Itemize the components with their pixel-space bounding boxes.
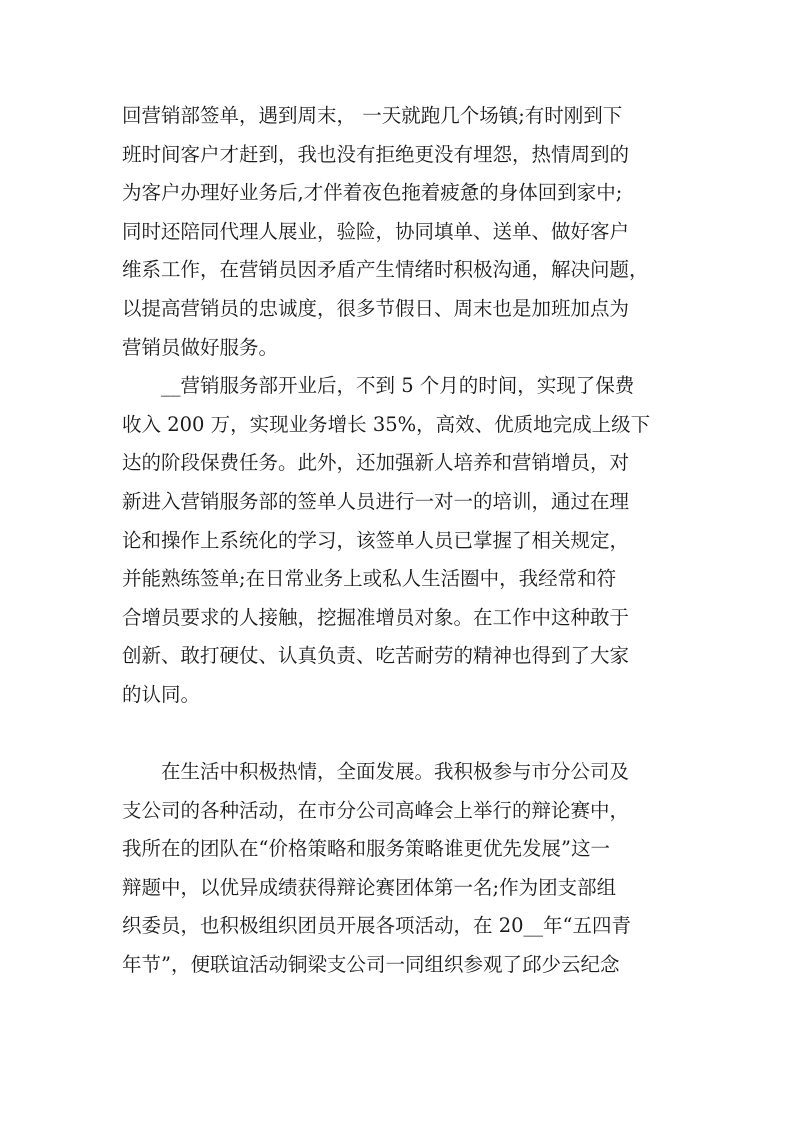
text-line: 收入 200 万，实现业务增长 35%，高效、优质地完成上级下 xyxy=(122,412,651,436)
text-line: 创新、敢打硬仗、认真负责、吃苦耐劳的精神也得到了大家 xyxy=(122,644,630,668)
text-line: 论和操作上系统化的学习，该签单人员已掌握了相关规定， xyxy=(122,528,630,552)
text-line: 年节”，便联谊活动铜梁支公司一同组织参观了邱少云纪念 xyxy=(122,953,620,977)
text-line: 新进入营销服务部的签单人员进行一对一的培训，通过在理 xyxy=(122,489,630,513)
text-line: 达的阶段保费任务。此外，还加强新人培养和营销增员，对 xyxy=(122,451,630,475)
text-line: 合增员要求的人接触，挖掘准增员对象。在工作中这种敢于 xyxy=(122,605,630,629)
text-line: 营销员做好服务。 xyxy=(122,335,279,359)
paragraph-first-line: 在生活中积极热情，全面发展。我积极参与市分公司及 xyxy=(161,760,630,784)
text-line xyxy=(122,715,677,754)
text-line: 维系工作，在营销员因矛盾产生情绪时积极沟通，解决问题， xyxy=(122,258,649,282)
text-line: 辩题中，以优异成绩获得辩论赛团体第一名;作为团支部组 xyxy=(122,875,617,899)
text-line: 我所在的团队在“价格策略和服务策略谁更优先发展”这一 xyxy=(122,837,610,861)
text-line: 的认同。 xyxy=(122,682,201,706)
text-line: 支公司的各种活动，在市分公司高峰会上举行的辩论赛中， xyxy=(122,798,630,822)
text-line: 并能熟练签单;在日常业务上或私人生活圈中，我经常和符 xyxy=(122,567,617,591)
text-line: 回营销部签单，遇到周末， 一天就跑几个场镇;有时刚到下 xyxy=(122,104,623,127)
text-line: 班时间客户才赶到，我也没有拒绝更没有埋怨，热情周到的 xyxy=(122,142,630,166)
text-line: 同时还陪同代理人展业，验险，协同填单、送单、做好客户 xyxy=(122,219,630,243)
body-text xyxy=(122,97,677,985)
text-line: 织委员，也积极组织团员开展各项活动，在 20__年“五四青 xyxy=(122,914,631,938)
paragraph-first-line: __营销服务部开业后，不到 5 个月的时间，实现了保费 xyxy=(161,374,635,398)
text-line: 以提高营销员的忠诚度，很多节假日、周末也是加班加点为 xyxy=(122,296,630,320)
text-line: 为客户办理好业务后,才伴着夜色拖着疲惫的身体回到家中; xyxy=(122,181,623,205)
